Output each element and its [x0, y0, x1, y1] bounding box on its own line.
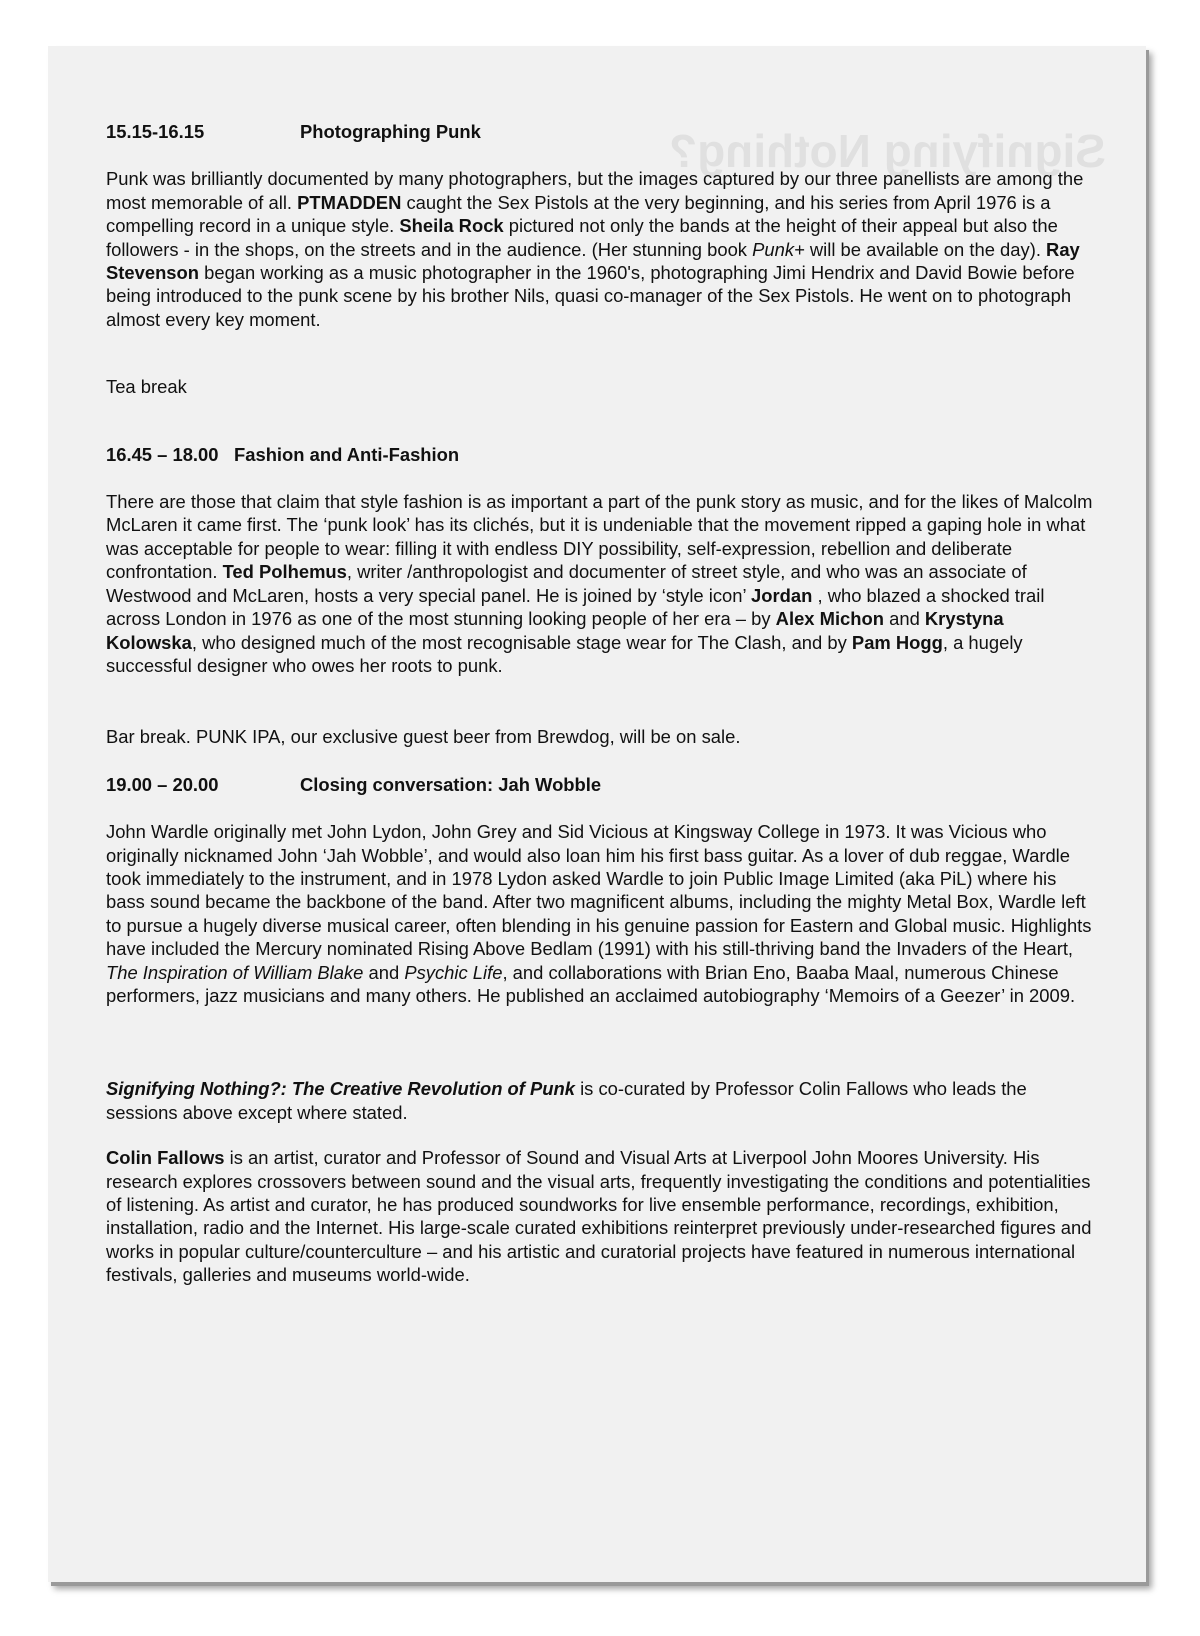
panellist-name: Ted Polhemus	[222, 561, 347, 583]
tea-break-note: Tea break	[106, 376, 187, 398]
curation-note: Signifying Nothing?: The Creative Revolution of Punk is co-curated by Professor Colin Fallows who leads the sessions above except where stated.	[106, 1078, 1027, 1123]
session-heading-fashion	[106, 443, 1096, 466]
curator-name: Colin Fallows	[106, 1147, 225, 1169]
album-title: Psychic Life	[404, 961, 503, 983]
session-title: Photographing Punk	[300, 121, 481, 142]
show-through-title: Signifying Nothing?	[669, 125, 1106, 177]
session-description-photographing-punk: Punk was brilliantly documented by many photographers, but the images captured by our three panellists are among the most memorable of all. PTMADDEN caught the Sex Pistols at the very beginning, and his series from April 1976 is a compelling record in a unique style. Sheila Rock pictured not only the bands at the height of their appeal but also the followers - in the shops, on the streets and in the audience. (Her stunning book Punk+ will be available on the day). Ray Stevenson began working as a music photographer in the 1960's, photographing Jimi Hendrix and David Bowie before being introduced to the punk scene by his brother Nils, quasi co-manager of the Sex Pistols. He went on to photograph almost every key moment.	[106, 168, 1084, 330]
page-content	[106, 120, 1096, 1287]
panellist-name: Alex Michon	[775, 608, 884, 630]
bar-break-note: Bar break. PUNK IPA, our exclusive guest beer from Brewdog, will be on sale.	[106, 726, 741, 748]
book-title: Punk+	[752, 238, 805, 260]
session-description-fashion: There are those that claim that style fashion is as important a part of the punk story as music, and for the likes of Malcolm McLaren it came first. The ‘punk look’ has its clichés, but it is undeniable that the movement ripped a gaping hole in what was acceptable for people to wear: filling it with endless DIY possibility, self-expression, rebellion and deliberate confrontation. Ted Polhemus, writer /anthropologist and documenter of street style, and who was an associate of Westwood and McLaren, hosts a very special panel. He is joined by ‘style icon’ Jordan , who blazed a shocked trail across London in 1976 as one of the most stunning looking people of her era – by Alex Michon and Krystyna Kolowska, who designed much of the most recognisable stage wear for The Clash, and by Pam Hogg, a hugely successful designer who owes her roots to punk.	[106, 491, 1093, 676]
session-heading-photographing-punk	[106, 120, 1096, 143]
session-title: Closing conversation: Jah Wobble	[300, 773, 602, 795]
session-time: 16.45 – 18.00	[106, 443, 219, 465]
event-title: Signifying Nothing?: The Creative Revolution of Punk	[106, 1078, 575, 1100]
panellist-name: PTMADDEN	[297, 191, 402, 213]
panellist-name: Jordan	[751, 584, 813, 606]
session-title: Fashion and Anti-Fashion	[234, 443, 460, 465]
panellist-name: Ray Stevenson	[106, 238, 1080, 284]
document-page	[48, 46, 1146, 1582]
session-time: 19.00 – 20.00	[106, 773, 219, 795]
curator-bio: Colin Fallows is an artist, curator and Professor of Sound and Visual Arts at Liverpool John Moores University. His research explores crossovers between sound and the visual arts, frequently investigating the conditions and potentialities of listening. As artist and curator, he has produced soundworks for live ensemble performance, recordings, exhibition, installation, radio and the Internet. His large-scale curated exhibitions reinterpret previously under-researched figures and works in popular culture/counterculture – and his artistic and curatorial projects have featured in numerous international festivals, galleries and museums world-wide.	[106, 1147, 1092, 1286]
session-description-closing: John Wardle originally met John Lydon, John Grey and Sid Vicious at Kingsway College in 1973. It was Vicious who originally nicknamed John ‘Jah Wobble’, and would also loan him his first bass guitar. As a lover of dub reggae, Wardle took immediately to the instrument, and in 1978 Lydon asked Wardle to join Public Image Limited (aka PiL) where his bass sound became the backbone of the band. After two magnificent albums, including the mighty Metal Box, Wardle left to pursue a hugely diverse musical career, often blending in his genuine passion for Eastern and Global music. Highlights have included the Mercury nominated Rising Above Bedlam (1991) with his still-thriving band the Invaders of the Heart, The Inspiration of William Blake and Psychic Life, and collaborations with Brian Eno, Baaba Maal, numerous Chinese performers, jazz musicians and many others. He published an acclaimed autobiography ‘Memoirs of a Geezer’ in 2009.	[106, 821, 1092, 1006]
album-title: The Inspiration of William Blake	[106, 961, 364, 983]
session-time: 15.15-16.15	[106, 121, 205, 142]
panellist-name: Krystyna Kolowska	[106, 608, 1004, 653]
session-heading-closing	[106, 773, 1096, 796]
panellist-name: Sheila Rock	[399, 215, 504, 237]
panellist-name: Pam Hogg	[851, 631, 943, 653]
